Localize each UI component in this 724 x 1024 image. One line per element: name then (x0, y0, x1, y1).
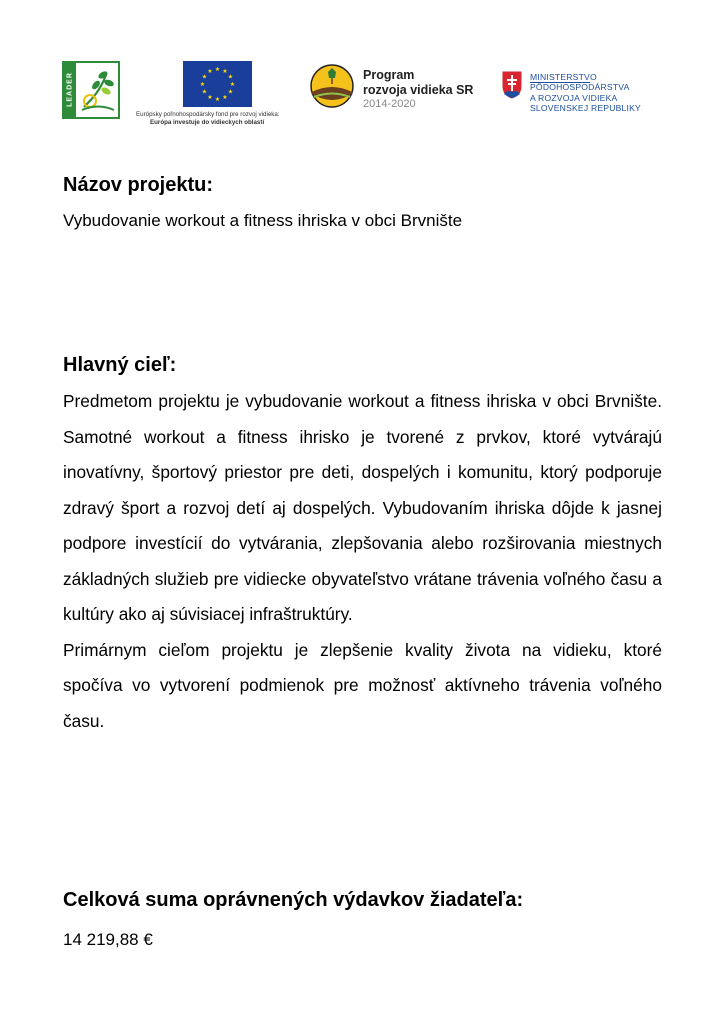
svg-text:★: ★ (199, 81, 206, 88)
ministry-line3: A ROZVOJA VIDIEKA (530, 93, 618, 103)
project-name-heading: Názov projektu: (63, 174, 214, 196)
ministry-line4: SLOVENSKEJ REPUBLIKY (530, 103, 641, 113)
svg-text:★: ★ (229, 81, 236, 88)
svg-text:★: ★ (214, 66, 221, 73)
prv-title-line1: Program (363, 68, 415, 82)
slovak-coat-of-arms-icon (501, 70, 523, 100)
eu-motto-caption: Európa investuje do vidieckych oblastí (150, 119, 265, 126)
svg-text:★: ★ (207, 68, 213, 75)
main-goal-paragraph-2: Primárnym cieľom projektu je zlepšenie kvality života na vidieku, ktoré spočíva vo vytvorení podmienok pre možnosť aktívneho trávenia voľného času. (63, 639, 662, 731)
ministry-line1: MINISTERSTVO (530, 72, 597, 82)
project-name: Vybudovanie workout a fitness ihriska v obci Brvnište (63, 211, 463, 230)
svg-text:★: ★ (207, 94, 213, 101)
svg-text:★: ★ (227, 88, 234, 96)
svg-text:★: ★ (214, 96, 221, 103)
prv-emblem-icon (310, 64, 354, 108)
main-goal-text (63, 384, 662, 739)
prv-period: 2014-2020 (363, 98, 416, 110)
svg-text:★: ★ (227, 73, 234, 81)
svg-text:★: ★ (222, 94, 228, 101)
leader-emblem-icon (76, 63, 120, 117)
eu-fund-caption: Európsky poľnohospodársky fond pre rozvoj vidieka: (136, 111, 280, 118)
ministry-line2: PÔDOHOSPODÁRSTVA (530, 82, 630, 92)
svg-text:★: ★ (201, 88, 208, 96)
expenses-heading: Celková suma oprávnených výdavkov žiadateľa: (63, 889, 524, 911)
main-goal-heading: Hlavný cieľ: (63, 354, 177, 376)
prv-title-line2: rozvoja vidieka SR (363, 83, 474, 97)
main-goal-paragraph-1: Predmetom projektu je vybudovanie workout a fitness ihriska v obci Brvnište. Samotné workout a fitness ihrisko je tvorené z prvkov, ktoré vytvárajú inovatívny, športový priestor pre deti, dospelých i komunitu, ktorý podporuje zdravý šport a rozvoj detí aj dospelých. Vybudovaním ihriska dôjde k jasnej podpore investícií do vytvárania, zlepšovania alebo rozširovania miestnych základných služieb pre vidiecke obyvateľstvo vrátane trávenia voľného času a kultúry ako aj súvisiacej infraštruktúry. (63, 391, 662, 624)
svg-text:★: ★ (201, 73, 208, 81)
leader-logo (62, 61, 120, 119)
svg-text:★: ★ (222, 68, 228, 75)
expenses-amount: 14 219,88 € (63, 930, 153, 949)
eu-flag-icon (183, 61, 252, 107)
logo-header (0, 0, 724, 140)
leader-label: LEADER (66, 72, 74, 107)
